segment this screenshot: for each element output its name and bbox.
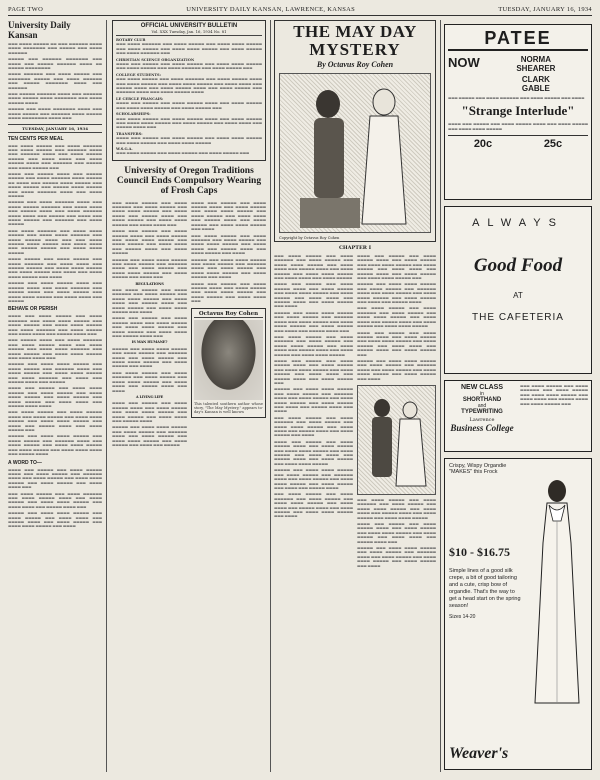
serial-illustration-figures: [280, 74, 432, 232]
theater-name: PATEE: [448, 28, 588, 51]
star-name: GABLE: [521, 84, 550, 93]
running-header: [8, 4, 592, 16]
star-name: CLARK: [521, 75, 550, 84]
dress-illustration: [529, 473, 585, 723]
editorial-body: ▬▬▬▬ ▬▬▬ ▬▬▬▬ ▬▬▬▬▬ ▬▬▬ ▬▬▬▬ ▬▬▬▬▬▬ ▬▬▬ ▬▬▬▬ ▬▬▬▬ ▬▬▬▬▬ ▬▬▬ ▬▬▬▬ ▬▬▬▬▬ ▬▬▬ ▬▬▬▬ ▬▬▬▬ ▬▬▬▬▬ ▬▬▬ ▬▬▬▬ ▬▬▬▬▬▬ ▬▬▬ ▬▬▬▬ ▬▬▬▬▬ ▬▬▬ ▬▬▬▬ ▬▬▬▬ ▬▬▬ ▬▬▬▬▬ ▬▬▬▬ ▬▬▬ ▬▬▬ ▬▬▬▬▬ ▬▬▬▬ ▬▬▬ ▬▬▬▬ ▬▬▬▬▬▬ ▬▬▬ ▬▬▬▬ ▬▬▬▬▬ ▬▬▬▬ ▬▬▬ ▬▬▬▬ ▬▬▬▬▬ ▬▬▬ ▬▬▬▬ ▬▬▬▬ ▬▬▬▬▬▬ ▬▬▬ ▬▬▬▬ ▬▬▬▬▬ ▬▬▬ ▬▬▬▬ ▬▬▬▬ ▬▬▬▬▬ ▬▬▬ ▬▬▬▬ ▬▬▬▬ ▬▬▬ ▬▬▬▬▬ ▬▬▬ ▬▬▬▬ ▬▬▬▬ ▬▬▬▬▬ ▬▬▬ ▬▬▬▬ ▬▬▬▬▬ ▬▬▬ ▬▬▬▬▬▬ ▬▬▬▬ ▬▬▬ ▬▬▬▬ ▬▬▬▬▬ ▬▬▬ ▬▬▬▬ ▬▬▬▬ ▬▬▬▬▬ ▬▬▬ ▬▬▬▬ ▬▬▬▬▬▬ ▬▬▬ ▬▬▬▬ ▬▬▬ ▬▬▬▬▬ ▬▬▬▬ ▬▬▬ ▬▬▬▬▬ ▬▬▬▬ ▬▬▬ ▬▬▬▬▬ ▬▬▬ ▬▬▬▬ ▬▬▬▬ ▬▬▬▬▬ ▬▬▬ ▬▬▬▬ ▬▬▬▬▬ ▬▬▬ ▬▬▬▬ ▬▬▬▬ ▬▬▬▬▬ ▬▬▬ ▬▬▬▬ ▬▬▬▬▬ ▬▬▬ ▬▬▬▬ ▬▬▬▬▬ ▬▬▬ ▬▬▬▬ ▬▬▬▬ ▬▬▬ ▬▬▬▬▬ ▬▬▬▬ ▬▬▬▬ ▬▬▬ ▬▬▬▬ ▬▬▬▬▬ ▬▬▬ ▬▬▬▬ ▬▬▬▬▬ ▬▬▬▬ ▬▬▬ ▬▬▬▬ ▬▬▬▬▬ ▬▬▬ ▬▬▬▬ ▬▬▬▬ ▬▬▬▬▬ ▬▬▬ ▬▬▬▬ ▬▬▬▬ ▬▬▬▬▬ ▬▬▬ ▬▬▬▬ ▬▬▬ ▬▬▬▬▬ ▬▬▬▬ ▬▬▬ ▬▬▬▬ ▬▬▬▬▬ ▬▬▬ ▬▬▬▬▬ ▬▬▬ ▬▬▬▬ ▬▬▬▬ ▬▬▬▬▬ ▬▬▬ ▬▬▬▬ ▬▬▬▬▬ ▬▬▬ ▬▬▬▬▬▬ ▬▬▬▬ ▬▬▬ ▬▬▬▬ ▬▬▬▬▬ ▬▬▬ ▬▬▬▬ ▬▬▬▬ ▬▬▬▬▬ ▬▬▬ ▬▬▬▬ ▬▬▬▬▬ ▬▬▬ ▬▬▬▬ ▬▬▬▬ ▬▬▬▬ ▬▬▬ ▬▬▬▬▬ ▬▬▬▬: [8, 314, 102, 457]
college-line2: in: [480, 391, 484, 397]
editorial-heading: TEN CENTS PER MEAL: [8, 135, 64, 142]
editorial-column: [8, 20, 102, 772]
bulletin-item-heading: CHRISTIAN SCIENCE ORGANIZATION: [116, 57, 195, 62]
masthead-date: TUESDAY, JANUARY 16, 1934: [8, 124, 102, 133]
column-rule: [106, 20, 107, 772]
page-number: PAGE TWO: [8, 6, 44, 13]
news-column: [112, 20, 266, 772]
weavers-logo: Weaver's: [449, 745, 509, 762]
story-subhead: A LIVING LIFE: [135, 394, 164, 399]
official-bulletin: OFFICIAL UNIVERSITY BULLETIN Vol. XXX Tuesday, Jan. 16, 1934 No. 81 ROTARY CLUB ▬▬▬ ▬▬▬▬ ▬▬▬▬▬▬ ▬▬▬ ▬▬▬▬ ▬▬▬▬▬ ▬▬▬ ▬▬▬▬ ▬▬▬▬ ▬▬▬▬▬ ▬▬▬ ▬▬▬▬ ▬▬▬▬▬ ▬▬▬ ▬▬▬▬ ▬▬▬▬ ▬▬▬▬▬ ▬▬▬ ▬▬▬▬ ▬▬▬▬▬ ▬▬▬ ▬▬▬▬ ▬▬▬▬▬▬ ▬▬▬ CHRISTIAN SCIENCE ORGANIZATION ▬▬▬▬ ▬▬▬ ▬▬▬▬▬ ▬▬▬ ▬▬▬▬ ▬▬▬▬▬ ▬▬▬ ▬▬▬▬ ▬▬▬▬ ▬▬▬▬▬ ▬▬▬ ▬▬▬▬ ▬▬▬▬▬ ▬▬▬ ▬▬▬▬ ▬▬▬▬▬▬ ▬▬▬ ▬▬▬▬ ▬▬▬▬▬ ▬▬▬ COLLEGE STUDENTS: ▬▬▬ ▬▬▬▬ ▬▬▬▬▬ ▬▬▬ ▬▬▬▬ ▬▬▬▬▬▬ ▬▬▬ ▬▬▬▬ ▬▬▬▬▬ ▬▬▬▬ ▬▬▬ ▬▬▬▬ ▬▬▬▬▬ ▬▬▬ ▬▬▬▬ ▬▬▬▬ ▬▬▬▬▬ ▬▬▬ ▬▬▬▬ ▬▬▬▬ ▬▬▬ ▬▬▬▬▬ ▬▬▬▬ ▬▬▬ ▬▬▬▬ ▬▬▬▬▬ ▬▬▬▬ ▬▬▬ ▬▬▬▬ ▬▬▬▬▬ ▬▬▬ ▬▬▬▬▬▬ ▬▬▬▬ ▬▬▬ ▬▬▬▬ ▬▬▬▬▬ ▬▬▬▬ LE CERCLE FRANCAIS: ▬▬▬▬ ▬▬▬ ▬▬▬▬▬ ▬▬▬ ▬▬▬▬ ▬▬▬▬▬ ▬▬▬▬ ▬▬▬ ▬▬▬▬ ▬▬▬▬▬ ▬▬▬ ▬▬▬▬ ▬▬▬▬ ▬▬▬▬▬ ▬▬▬ ▬▬▬▬ ▬▬▬▬▬ ▬▬▬ SCHOLARSHIPS: ▬▬▬ ▬▬▬▬ ▬▬▬▬▬ ▬▬▬ ▬▬▬▬ ▬▬▬▬▬ ▬▬▬▬ ▬▬▬ ▬▬▬▬ ▬▬▬▬▬ ▬▬▬ ▬▬▬▬ ▬▬▬▬ ▬▬▬▬▬ ▬▬▬ ▬▬▬▬ ▬▬▬▬▬ ▬▬▬ ▬▬▬▬ ▬▬▬▬ ▬▬▬ ▬▬▬▬▬ ▬▬▬▬ ▬▬▬ TRANSFERS: ▬▬▬▬ ▬▬▬ ▬▬▬▬▬ ▬▬▬ ▬▬▬▬ ▬▬▬▬▬ ▬▬▬ ▬▬▬▬ ▬▬▬▬ ▬▬▬▬▬ ▬▬▬ ▬▬▬▬ ▬▬▬▬▬ ▬▬▬ ▬▬▬▬ ▬▬▬▬ ▬▬▬▬▬ W.S.G.A. ▬▬▬ ▬▬▬▬ ▬▬▬▬▬ ▬▬▬ ▬▬▬▬ ▬▬▬▬▬ ▬▬▬ ▬▬▬▬ ▬▬▬▬▬ ▬▬▬: [112, 20, 266, 161]
bulletin-item-heading: LE CERCLE FRANCAIS:: [116, 96, 164, 101]
star-name: SHEARER: [516, 64, 556, 73]
weavers-sizes: Sizes 14-20: [449, 614, 476, 620]
weavers-price: $10 - $16.75: [449, 545, 510, 559]
serial-text: ▬▬▬ ▬▬▬▬ ▬▬▬▬▬ ▬▬▬ ▬▬▬▬ ▬▬▬▬▬▬ ▬▬▬ ▬▬▬▬ ▬▬▬▬▬ ▬▬▬ ▬▬▬▬ ▬▬▬▬ ▬▬▬▬▬ ▬▬▬ ▬▬▬▬ ▬▬▬▬ ▬▬▬ ▬▬▬▬▬ ▬▬▬▬ ▬▬▬ ▬▬▬▬ ▬▬▬▬▬ ▬▬▬ ▬▬▬▬ ▬▬▬▬ ▬▬▬▬▬ ▬▬▬ ▬▬▬▬ ▬▬▬▬ ▬▬▬ ▬▬▬▬ ▬▬▬▬▬ ▬▬▬▬ ▬▬▬ ▬▬▬▬▬ ▬▬▬ ▬▬▬▬ ▬▬▬▬▬ ▬▬▬▬ ▬▬▬ ▬▬▬▬ ▬▬▬▬▬ ▬▬▬ ▬▬▬▬ ▬▬▬▬ ▬▬▬▬▬ ▬▬▬ ▬▬▬▬ ▬▬▬▬▬ ▬▬▬ ▬▬▬▬ ▬▬▬▬ ▬▬▬ ▬▬▬▬▬ ▬▬▬▬ ▬▬▬ ▬▬▬▬ ▬▬▬▬▬ ▬▬▬ ▬▬▬▬ ▬▬▬▬▬ ▬▬▬ ▬▬▬▬ ▬▬▬▬ ▬▬▬▬▬ ▬▬▬ ▬▬▬▬ ▬▬▬▬▬ ▬▬▬ ▬▬▬▬▬▬ ▬▬▬▬ ▬▬▬ ▬▬▬▬ ▬▬▬▬▬ ▬▬▬ ▬▬▬▬ ▬▬▬▬ ▬▬▬▬▬ ▬▬▬ ▬▬▬▬ ▬▬▬▬▬ ▬▬▬ ▬▬▬▬ ▬▬▬ ▬▬▬▬▬ ▬▬▬▬ ▬▬▬ ▬▬▬ ▬▬▬▬ ▬▬▬▬▬ ▬▬▬ ▬▬▬▬ ▬▬▬▬▬▬ ▬▬▬ ▬▬▬▬ ▬▬▬▬▬ ▬▬▬ ▬▬▬▬ ▬▬▬▬ ▬▬▬▬▬ ▬▬▬ ▬▬▬▬ ▬▬▬▬ ▬▬▬ ▬▬▬▬▬ ▬▬▬▬ ▬▬▬ ▬▬▬▬ ▬▬▬▬▬ ▬▬▬ ▬▬▬▬ ▬▬▬▬ ▬▬▬▬▬ ▬▬▬▬ ▬▬▬ ▬▬▬▬▬ ▬▬▬ ▬▬▬▬ ▬▬▬▬▬ ▬▬▬▬ ▬▬▬ ▬▬▬▬ ▬▬▬▬▬ ▬▬▬ ▬▬▬▬ ▬▬▬▬ ▬▬▬▬▬ ▬▬▬ ▬▬▬▬ ▬▬▬▬▬ ▬▬▬ ▬▬▬▬ ▬▬▬▬ ▬▬▬ ▬▬▬▬▬ ▬▬▬▬ ▬▬▬ ▬▬▬▬ ▬▬▬▬▬ ▬▬▬ ▬▬▬▬▬ ▬▬▬ ▬▬▬▬ ▬▬▬▬ ▬▬▬▬▬ ▬▬▬ ▬▬▬▬ ▬▬▬▬▬ ▬▬▬ ▬▬▬▬▬▬ ▬▬▬▬ ▬▬▬ ▬▬▬▬ ▬▬▬▬▬ ▬▬▬ ▬▬▬▬ ▬▬▬▬ ▬▬▬▬▬ ▬▬▬ ▬▬▬▬ ▬▬▬▬▬ ▬▬▬ ▬▬▬▬ ▬▬▬ ▬▬▬▬▬ ▬▬▬▬ ▬▬▬ ▬▬▬▬ ▬▬▬ ▬▬▬▬ ▬▬▬▬▬ ▬▬▬ ▬▬▬▬ ▬▬▬▬▬▬ ▬▬▬ ▬▬▬▬ ▬▬▬▬▬ ▬▬▬ ▬▬▬▬ ▬▬▬▬ ▬▬▬▬▬ ▬▬▬ ▬▬▬▬ ▬▬▬▬ ▬▬▬ ▬▬▬▬▬ ▬▬▬▬ ▬▬▬ ▬▬▬▬ ▬▬▬▬▬ ▬▬▬ ▬▬▬▬ ▬▬▬▬ ▬▬▬ ▬▬▬▬▬ ▬▬▬ ▬▬▬▬ ▬▬▬▬▬ ▬▬▬▬ ▬▬▬ ▬▬▬▬ ▬▬▬▬▬ ▬▬▬ ▬▬▬▬ ▬▬▬▬ ▬▬▬▬▬ ▬▬▬ ▬▬▬▬ ▬▬▬▬▬ ▬▬▬ ▬▬▬▬ ▬▬▬▬ ▬▬▬ ▬▬▬▬▬ ▬▬▬▬ ▬▬▬ ▬▬▬▬ ▬▬▬▬▬ ▬▬▬ ▬▬▬▬ ▬▬▬▬ ▬▬▬▬▬ ▬▬▬▬▬ ▬▬▬ ▬▬▬▬ ▬▬▬▬ ▬▬▬▬▬ ▬▬▬ ▬▬▬▬ ▬▬▬▬▬ ▬▬▬ ▬▬▬▬▬▬ ▬▬▬▬ ▬▬▬ ▬▬▬▬ ▬▬▬▬▬ ▬▬▬ ▬▬▬▬ ▬▬▬▬ ▬▬▬▬▬ ▬▬▬ ▬▬▬▬ ▬▬▬▬▬ ▬▬▬ ▬▬▬▬ ▬▬▬ ▬▬▬▬▬ ▬▬▬▬ ▬▬▬ ▬▬▬▬ ▬▬▬▬▬ ▬▬▬ ▬▬▬▬ ▬▬▬▬▬▬ ▬▬▬ ▬▬▬▬ ▬▬▬▬▬ ▬▬▬ ▬▬▬▬ ▬▬▬▬ ▬▬▬▬▬ ▬▬▬ ▬▬▬▬ ▬▬▬▬ ▬▬▬ ▬▬▬▬▬ ▬▬▬▬ ▬▬▬ ▬▬▬▬ ▬▬▬▬▬ ▬▬▬ ▬▬▬▬ ▬▬▬▬ ▬▬▬▬▬ ▬▬▬ ▬▬▬▬ ▬▬▬▬ ▬▬▬ ▬▬▬▬▬ ▬▬▬ ▬▬▬▬ ▬▬▬▬▬ ▬▬▬▬ ▬▬▬ ▬▬▬▬ ▬▬▬▬▬ ▬▬▬ ▬▬▬▬ ▬▬▬▬ ▬▬▬▬▬ ▬▬▬ ▬▬▬▬ ▬▬▬▬▬ ▬▬▬ ▬▬▬▬ ▬▬▬▬ ▬▬▬ ▬▬▬▬▬ ▬▬▬▬ ▬▬▬ ▬▬▬▬ ▬▬▬▬▬ ▬▬▬ ▬▬▬▬ ▬▬▬▬ ▬▬▬▬▬ ▬▬▬ ▬▬▬▬▬ ▬▬▬ ▬▬▬▬ ▬▬▬▬ ▬▬▬▬▬ ▬▬▬ ▬▬▬▬ ▬▬▬▬▬ ▬▬▬ ▬▬▬▬▬▬ ▬▬▬▬ ▬▬▬ ▬▬▬▬ ▬▬▬▬▬ ▬▬▬ ▬▬▬▬ ▬▬▬▬ ▬▬▬▬▬ ▬▬▬ ▬▬▬▬ ▬▬▬▬▬ ▬▬▬ ▬▬▬▬ ▬▬▬ ▬▬▬▬▬ ▬▬▬▬ ▬▬▬ ▬▬▬▬ ▬▬▬▬▬ ▬▬▬ ▬▬▬▬ ▬▬▬▬▬▬ ▬▬▬ ▬▬▬▬ ▬▬▬▬▬ ▬▬▬ ▬▬▬▬ ▬▬▬▬ ▬▬▬▬▬ ▬▬▬ ▬▬▬▬ ▬▬▬▬ ▬▬▬ ▬▬▬▬▬ ▬▬▬▬ ▬▬▬ ▬▬▬▬ ▬▬▬▬▬ ▬▬▬ ▬▬▬▬ ▬▬▬▬ ▬▬▬▬▬ ▬▬▬▬ ▬▬▬ ▬▬▬▬▬ ▬▬▬ ▬▬▬▬ ▬▬▬▬▬ ▬▬▬▬ ▬▬▬ ▬▬▬▬ ▬▬▬▬▬ ▬▬▬ ▬▬▬▬ ▬▬▬▬ ▬▬▬▬▬ ▬▬▬ ▬▬▬▬ ▬▬▬▬▬ ▬▬▬ ▬▬▬▬ ▬▬▬▬ ▬▬▬ ▬▬▬▬▬ ▬▬▬▬ ▬▬▬ ▬▬▬▬ ▬▬▬▬▬ ▬▬▬ ▬▬▬▬▬ ▬▬▬ ▬▬▬▬ ▬▬▬▬ ▬▬▬▬▬ ▬▬▬ ▬▬▬▬ ▬▬▬▬▬ ▬▬▬ ▬▬▬▬▬▬ ▬▬▬▬ ▬▬▬ ▬▬▬▬ ▬▬▬▬▬ ▬▬▬ ▬▬▬▬ ▬▬▬▬ ▬▬▬▬▬ ▬▬▬ ▬▬▬▬ ▬▬▬▬▬ ▬▬▬ ▬▬▬▬ ▬▬▬ ▬▬▬▬ ▬▬▬▬▬ ▬▬▬ ▬▬▬▬ ▬▬▬▬▬▬ ▬▬▬ ▬▬▬▬ ▬▬▬▬▬ ▬▬▬ ▬▬▬▬ ▬▬▬▬ ▬▬▬▬▬ ▬▬▬ ▬▬▬▬ ▬▬▬▬ ▬▬▬ ▬▬▬▬▬ ▬▬▬▬ ▬▬▬ ▬▬▬▬ ▬▬▬▬▬ ▬▬▬ ▬▬▬▬ ▬▬▬▬ ▬▬▬▬▬ ▬▬▬▬ ▬▬▬ ▬▬▬▬▬ ▬▬▬ ▬▬▬▬ ▬▬▬▬▬ ▬▬▬▬ ▬▬▬ ▬▬▬▬ ▬▬▬▬▬ ▬▬▬ ▬▬▬▬ ▬▬▬▬ ▬▬▬▬▬ ▬▬▬ ▬▬▬▬ ▬▬▬▬▬ ▬▬▬ ▬▬▬▬ ▬▬▬▬ ▬▬▬ ▬▬▬▬▬ ▬▬▬▬ ▬▬▬ ▬▬▬▬▬ ▬▬▬ ▬▬▬▬ ▬▬▬▬ ▬▬▬▬▬ ▬▬▬ ▬▬▬▬ ▬▬▬▬▬ ▬▬▬ ▬▬▬▬▬▬ ▬▬▬▬ ▬▬▬ ▬▬▬▬ ▬▬▬▬▬ ▬▬▬ ▬▬▬▬ ▬▬▬▬ ▬▬▬▬▬ ▬▬▬ ▬▬▬▬ ▬▬▬▬▬ ▬▬▬ ▬▬▬▬: [274, 254, 436, 568]
bulletin-item-heading: SCHOLARSHIPS:: [116, 112, 151, 117]
author-portrait: [194, 320, 263, 400]
college-name: Business College: [450, 423, 514, 433]
serial-title-line2: MYSTERY: [309, 39, 401, 59]
story-body: ▬▬▬ ▬▬▬▬ ▬▬▬▬▬ ▬▬▬ ▬▬▬▬ ▬▬▬▬▬▬ ▬▬▬ ▬▬▬▬ ▬▬▬▬▬ ▬▬▬ ▬▬▬▬ ▬▬▬▬ ▬▬▬▬▬ ▬▬▬ ▬▬▬▬ ▬▬▬▬ ▬▬▬ ▬▬▬▬▬ ▬▬▬▬ ▬▬▬ ▬▬▬▬ ▬▬▬▬▬ ▬▬▬ ▬▬▬▬ ▬▬▬▬ ▬▬▬▬▬ ▬▬▬ ▬▬▬▬ ▬▬▬▬ ▬▬▬ ▬▬▬▬ ▬▬▬ ▬▬▬▬▬ ▬▬▬ ▬▬▬▬ ▬▬▬▬▬ ▬▬▬▬ ▬▬▬ ▬▬▬▬ ▬▬▬▬▬ ▬▬▬ ▬▬▬▬ ▬▬▬▬ ▬▬▬▬▬ ▬▬▬ ▬▬▬▬ ▬▬▬▬▬ ▬▬▬ ▬▬▬▬ ▬▬▬▬ ▬▬▬ ▬▬▬▬▬ ▬▬▬▬ ▬▬▬ ▬▬▬▬ ▬▬▬▬▬ ▬▬▬▬▬ ▬▬▬ ▬▬▬▬ ▬▬▬▬ ▬▬▬▬▬ ▬▬▬ ▬▬▬▬ ▬▬▬▬▬ ▬▬▬ ▬▬▬▬▬▬ ▬▬▬▬ ▬▬▬ ▬▬▬▬ ▬▬▬▬▬ ▬▬▬ ▬▬▬▬ ▬▬▬▬ ▬▬▬▬▬ ▬▬▬ ▬▬▬▬ ▬▬▬▬▬ ▬▬▬ ▬▬▬▬ ▬▬▬ REGULATIONS ▬▬▬ ▬▬▬▬ ▬▬▬▬▬ ▬▬▬ ▬▬▬▬ ▬▬▬▬▬▬ ▬▬▬ ▬▬▬▬ ▬▬▬▬▬ ▬▬▬ ▬▬▬▬ ▬▬▬▬ ▬▬▬▬▬ ▬▬▬ ▬▬▬▬ ▬▬▬▬ ▬▬▬ ▬▬▬▬▬ ▬▬▬▬ ▬▬▬ ▬▬▬▬ ▬▬▬▬▬ ▬▬▬ ▬▬▬▬ ▬▬▬▬ ▬▬▬▬▬ ▬▬▬ ▬▬▬▬ ▬▬▬▬ ▬▬▬ ▬▬▬▬▬ ▬▬▬ ▬▬▬▬ ▬▬▬▬▬ ▬▬▬▬ ▬▬▬ ▬▬▬▬ ▬▬▬▬▬ ▬▬▬ ▬▬▬▬ ▬▬▬▬ ▬▬▬▬▬ ▬▬▬ ▬▬▬▬ ▬▬▬▬▬ ▬▬▬ ▬▬▬▬ ▬▬▬▬ ▬▬▬ ▬▬▬▬▬ ▬▬▬▬ ▬▬▬ IS MAN HUMANE? ▬▬▬▬▬ ▬▬▬ ▬▬▬▬ ▬▬▬▬ ▬▬▬▬▬ ▬▬▬ ▬▬▬▬ ▬▬▬▬▬ ▬▬▬ ▬▬▬▬▬▬ ▬▬▬▬ ▬▬▬ ▬▬▬▬ ▬▬▬▬▬ ▬▬▬ ▬▬▬▬ ▬▬▬▬ ▬▬▬▬▬ ▬▬▬ ▬▬▬▬ ▬▬▬▬▬ ▬▬▬ ▬▬▬▬ ▬▬▬ ▬▬▬▬ ▬▬▬▬▬ ▬▬▬ ▬▬▬▬ ▬▬▬▬▬▬ ▬▬▬ ▬▬▬▬ ▬▬▬▬▬ ▬▬▬ ▬▬▬▬ ▬▬▬▬ ▬▬▬▬▬ ▬▬▬ ▬▬▬▬ ▬▬▬▬ ▬▬▬ ▬▬▬▬▬ ▬▬▬▬ ▬▬▬ ▬▬▬▬ A LIVING LIFE ▬▬▬▬ ▬▬▬ ▬▬▬▬▬ ▬▬▬ ▬▬▬▬ ▬▬▬▬▬ ▬▬▬▬ ▬▬▬ ▬▬▬▬ ▬▬▬▬▬ ▬▬▬ ▬▬▬▬ ▬▬▬▬ ▬▬▬▬▬ ▬▬▬ ▬▬▬▬ ▬▬▬▬▬ ▬▬▬ ▬▬▬▬ ▬▬▬▬ ▬▬▬ ▬▬▬▬▬ ▬▬▬▬ ▬▬▬▬▬ ▬▬▬ ▬▬▬▬ ▬▬▬▬ ▬▬▬▬▬ ▬▬▬ ▬▬▬▬ ▬▬▬▬▬ ▬▬▬ ▬▬▬▬▬▬ ▬▬▬▬ ▬▬▬ ▬▬▬▬ ▬▬▬▬▬ ▬▬▬ ▬▬▬▬ ▬▬▬▬ ▬▬▬▬▬ ▬▬▬ ▬▬▬▬ ▬▬▬▬▬ ▬▬▬ ▬▬▬▬ ▬▬▬ ▬▬▬▬▬ ▬▬▬▬ ▬▬▬ ▬▬▬▬▬ ▬▬▬ ▬▬▬▬ ▬▬▬▬▬ ▬▬▬▬ ▬▬▬ ▬▬▬▬ ▬▬▬▬▬ ▬▬▬ ▬▬▬▬ ▬▬▬▬ ▬▬▬▬▬ ▬▬▬ ▬▬▬▬ ▬▬▬▬▬ ▬▬▬ ▬▬▬▬ ▬▬▬▬ ▬▬▬ ▬▬▬▬▬ ▬▬▬▬ ▬▬▬ ▬▬▬▬ ▬▬▬▬▬ ▬▬▬ ▬▬▬▬ ▬▬▬▬ ▬▬▬▬▬ ▬▬▬ ▬▬▬▬ ▬▬▬ ▬▬▬▬ ▬▬▬▬▬ ▬▬▬ ▬▬▬▬ ▬▬▬▬▬▬ ▬▬▬ ▬▬▬▬ ▬▬▬▬▬ ▬▬▬ ▬▬▬▬ ▬▬▬▬ ▬▬▬▬▬ ▬▬▬ ▬▬▬▬ ▬▬▬▬ ▬▬▬ ▬▬▬▬▬ ▬▬▬▬ ▬▬▬ ▬▬▬▬ ▬▬▬▬▬ ▬▬▬ ▬▬▬▬ ▬▬▬▬▬ ▬▬▬ ▬▬▬▬ ▬▬▬▬ ▬▬▬▬▬ ▬▬▬ ▬▬▬▬ ▬▬▬▬▬ ▬▬▬ ▬▬▬▬▬▬ ▬▬▬▬ ▬▬▬ ▬▬▬▬ ▬▬▬▬▬ ▬▬▬ ▬▬▬▬ ▬▬▬▬ ▬▬▬▬▬ ▬▬▬ ▬▬▬▬ ▬▬▬▬▬ ▬▬▬ ▬▬▬▬ ▬▬▬▬ ▬▬▬ ▬▬▬▬▬ ▬▬▬ ▬▬▬▬ ▬▬▬▬▬ ▬▬▬▬ ▬▬▬ ▬▬▬▬ ▬▬▬▬▬ ▬▬▬ ▬▬▬▬ ▬▬▬▬ ▬▬▬▬▬ ▬▬▬ ▬▬▬▬ ▬▬▬▬▬ ▬▬▬ ▬▬▬▬ ▬▬▬▬ ▬▬▬ Octavus Roy Cohen This talented southern author whose story, "The May Mystery," appears to-day's Kansan is well known: [112, 200, 266, 447]
weavers-tagline: Crispy, Wispy Organdie "MAKES" this Frock: [449, 463, 507, 475]
serial-byline: By Octavus Roy Cohen: [316, 59, 394, 69]
serial-chapter: CHAPTER I: [338, 245, 372, 251]
issue-date: TUESDAY, JANUARY 16, 1934: [498, 6, 592, 13]
star-name: NORMA: [520, 55, 551, 64]
editorial-heading: BEHAVE OR PERISH: [8, 306, 58, 313]
college-line6: Lawrence: [469, 417, 495, 423]
serial-copyright: Copyright by Octavus Roy Cohen: [279, 236, 340, 240]
bulletin-title: OFFICIAL UNIVERSITY BULLETIN: [140, 23, 238, 29]
evening-price: 25c: [543, 138, 563, 151]
cafeteria-line4: THE CAFETERIA: [472, 312, 564, 323]
serial-scene-illustration: [357, 385, 436, 495]
editorial-body: ▬▬▬ ▬▬▬▬ ▬▬▬▬▬ ▬▬▬ ▬▬▬▬ ▬▬▬▬▬▬ ▬▬▬ ▬▬▬▬ ▬▬▬▬▬ ▬▬▬ ▬▬▬▬▬▬ ▬▬▬▬ ▬▬▬ ▬▬▬▬▬▬ ▬▬▬▬ ▬▬▬ ▬▬▬▬ ▬▬▬▬▬ ▬▬▬▬▬ ▬▬▬ ▬▬▬▬ ▬▬▬▬ ▬▬▬ ▬▬▬▬ ▬▬▬▬▬ ▬▬▬▬ ▬▬▬ ▬▬▬▬▬▬ ▬▬▬ ▬▬▬▬▬ ▬▬▬ ▬▬▬▬ ▬▬▬▬▬ ▬▬▬ ▬▬▬▬ ▬▬▬ ▬▬▬▬▬ ▬▬▬▬ ▬▬▬ ▬▬▬▬▬ ▬▬▬▬▬ ▬▬▬ ▬▬▬▬ ▬▬▬▬▬▬ ▬▬▬▬ ▬▬▬▬▬ ▬▬ ▬▬▬▬ ▬▬▬ ▬▬▬▬▬ ▬▬▬▬ ▬▬▬▬▬ ▬▬▬ ▬▬▬▬ ▬▬▬▬▬ ▬▬▬ ▬▬▬▬▬ ▬▬▬▬ ▬▬▬▬▬ ▬▬▬ ▬▬▬▬ ▬▬▬▬▬▬ ▬▬▬▬ ▬▬▬ ▬▬▬▬ ▬▬▬▬▬ ▬▬▬▬▬ ▬▬▬ ▬▬▬▬ ▬▬▬▬▬▬ ▬▬▬▬ ▬▬▬ ▬▬▬▬ ▬▬▬▬▬ ▬▬▬▬▬▬ ▬▬▬ ▬▬▬▬ ▬▬▬▬ ▬▬▬ ▬▬▬▬▬ ▬▬▬▬ ▬▬▬ ▬▬▬▬ ▬▬▬▬▬▬ ▬▬▬▬ ▬▬▬▬ ▬▬▬ ▬▬▬▬▬ ▬▬▬ ▬▬▬▬ ▬▬▬ ▬▬▬▬ ▬▬▬▬▬ ▬▬▬ ▬▬▬▬▬▬ ▬▬▬ ▬▬▬▬ ▬▬▬▬▬ ▬▬▬ ▬▬▬▬ ▬▬▬▬▬▬ ▬▬▬ ▬▬▬▬ ▬▬▬▬ ▬▬▬▬▬ ▬▬▬ ▬▬▬▬ ▬▬▬▬ ▬▬▬▬▬▬ ▬▬▬ ▬▬▬▬ ▬▬▬▬▬ ▬▬▬▬ ▬▬▬ ▬▬▬ ▬▬▬▬ ▬▬▬▬▬ ▬▬▬▬ ▬▬▬▬▬ ▬▬▬ ▬▬▬▬ ▬▬▬▬ ▬▬▬ ▬▬▬▬▬ ▬▬▬▬▬ ▬▬▬ ▬▬▬▬ ▬▬▬▬ ▬▬▬▬▬ ▬▬▬▬ ▬▬▬▬▬ ▬▬▬ ▬▬▬▬ ▬▬▬▬▬ ▬▬▬ ▬▬▬▬ ▬▬▬▬▬▬ ▬▬▬ ▬▬▬▬ ▬▬▬▬ ▬▬▬ ▬▬▬▬▬ ▬▬▬▬▬ ▬▬▬ ▬▬▬▬ ▬▬▬▬ ▬▬▬▬▬ ▬▬▬ ▬▬▬▬ ▬▬▬▬▬ ▬▬▬ ▬▬▬▬ ▬▬▬ ▬▬▬▬ ▬▬▬▬ ▬▬▬▬▬ ▬▬▬ ▬▬▬▬ ▬▬▬▬▬ ▬▬▬ ▬▬▬▬ ▬▬▬▬▬ ▬▬▬▬ ▬▬▬ ▬▬▬▬▬ ▬▬▬▬ ▬▬▬ ▬▬▬▬ ▬▬▬▬▬▬ ▬▬▬ ▬▬▬▬▬ ▬▬▬▬ ▬▬▬ ▬▬▬▬ ▬▬▬▬▬ ▬▬▬ ▬▬▬▬ ▬▬▬▬ ▬▬▬▬▬ ▬▬▬ ▬▬▬▬ ▬▬▬▬ ▬▬▬ ▬▬▬▬▬: [8, 143, 102, 303]
author-name: Octavus Roy Cohen: [194, 311, 263, 318]
college-line4: and: [477, 403, 487, 409]
matinee-price: 20c: [473, 138, 493, 151]
bulletin-item-heading: TRANSFERS:: [116, 131, 143, 136]
cafeteria-line2: Good Food: [473, 255, 563, 276]
now-label: NOW: [448, 55, 480, 70]
cafeteria-ad: [444, 206, 592, 374]
editorial-body: ▬▬▬▬ ▬▬▬ ▬▬▬▬▬ ▬▬▬ ▬▬▬▬ ▬▬▬▬▬ ▬▬▬▬ ▬▬▬ ▬▬▬▬ ▬▬▬▬▬ ▬▬▬ ▬▬▬▬▬▬ ▬▬▬▬ ▬▬▬ ▬▬▬▬ ▬▬▬▬▬ ▬▬▬ ▬▬▬▬ ▬▬▬▬ ▬▬▬▬▬ ▬▬▬ ▬▬▬▬ ▬▬▬▬▬ ▬▬▬ ▬▬▬▬ ▬▬▬▬ ▬▬▬ ▬▬▬ ▬▬▬▬ ▬▬▬▬▬ ▬▬▬ ▬▬▬▬ ▬▬▬▬▬▬ ▬▬▬ ▬▬▬▬ ▬▬▬▬▬ ▬▬▬▬ ▬▬▬ ▬▬▬▬ ▬▬▬▬▬ ▬▬▬ ▬▬▬▬ ▬▬▬▬ ▬▬▬▬▬ ▬▬▬ ▬▬▬▬ ▬▬▬▬ ▬▬▬ ▬▬▬▬▬ ▬▬▬▬ ▬▬▬ ▬▬▬▬▬ ▬▬▬ ▬▬▬▬ ▬▬▬▬ ▬▬▬▬▬ ▬▬▬ ▬▬▬▬ ▬▬▬▬▬ ▬▬▬ ▬▬▬▬ ▬▬▬▬ ▬▬▬ ▬▬▬▬▬ ▬▬▬▬ ▬▬▬ ▬▬▬▬ ▬▬▬▬▬ ▬▬▬ ▬▬▬▬ ▬▬▬▬ ▬▬▬▬▬ ▬▬▬ ▬▬▬▬: [8, 467, 102, 529]
serial-title-line1: THE MAY DAY: [293, 22, 417, 41]
weavers-ad: [444, 458, 592, 770]
bulletin-item-heading: W.S.G.A.: [116, 146, 133, 151]
patee-theater-ad: PATEE NOW NORMA SHEARER CLARK GABLE ▬▬▬ ▬▬▬▬▬ ▬▬▬ ▬▬▬▬ ▬▬▬▬▬▬ ▬▬▬ ▬▬▬▬ ▬▬▬▬▬ ▬▬▬ ▬▬▬▬ "Strange Interlude" ▬▬▬▬ ▬▬▬ ▬▬▬▬▬ ▬▬▬ ▬▬▬▬ ▬▬▬▬▬ ▬▬▬▬ ▬▬▬ ▬▬▬▬ ▬▬▬▬▬ ▬▬▬ ▬▬▬▬ ▬▬▬▬ ▬▬▬▬▬ 20c 25c: [444, 24, 592, 200]
bulletin-item-heading: ROTARY CLUB: [116, 38, 146, 42]
story-subhead: IS MAN HUMANE?: [131, 340, 168, 345]
college-line5: TYPEWRITING: [461, 409, 503, 415]
story-headline: University of Oregon Traditions Council Ends Compulsory Wearing of Frosh Caps: [116, 165, 262, 196]
story-subhead: REGULATIONS: [135, 281, 164, 286]
masthead-title: University Daily Kansan: [8, 20, 71, 40]
college-line1: NEW CLASS: [461, 384, 503, 391]
bulletin-item-heading: COLLEGE STUDENTS:: [116, 72, 161, 77]
scene-figures: [358, 386, 434, 494]
cafeteria-line1: ALWAYS: [472, 217, 564, 229]
business-college-ad: NEW CLASS in SHORTHAND and TYPEWRITING Lawrence Business College ▬▬▬ ▬▬▬▬ ▬▬▬▬▬ ▬▬▬ ▬▬▬▬ ▬▬▬▬▬▬ ▬▬▬ ▬▬▬▬ ▬▬▬▬▬ ▬▬▬ ▬▬▬▬ ▬▬▬▬ ▬▬▬▬▬ ▬▬▬ ▬▬▬▬ ▬▬▬▬ ▬▬▬ ▬▬▬▬▬ ▬▬▬▬ ▬▬▬ ▬▬▬▬ ▬▬▬▬▬ ▬▬▬: [444, 380, 592, 452]
paper-title: UNIVERSITY DAILY KANSAN, LAWRENCE, KANSAS: [186, 6, 356, 13]
author-caption: This talented southern author whose story, "The May Mystery," appears to-day's Kansan is well known: [194, 401, 263, 415]
serial-illustration: [279, 73, 431, 233]
film-title: "Strange Interlude": [461, 103, 575, 119]
college-line3: SHORTHAND: [462, 397, 502, 403]
column-rule: [270, 20, 271, 772]
cafeteria-line3: AT: [513, 291, 523, 300]
bulletin-subline: Vol. XXX Tuesday, Jan. 16, 1934 No. 81: [116, 29, 262, 36]
author-photo-box: [191, 308, 266, 418]
masthead-staff: ▬▬▬ ▬▬▬▬ ▬▬▬▬▬ ▬▬ ▬▬▬ ▬▬▬▬▬▬ ▬▬▬▬ ▬▬▬▬ ▬▬▬▬▬▬▬ ▬▬▬ ▬▬▬▬▬ ▬▬▬ ▬▬▬▬ ▬▬▬▬▬▬ ▬▬▬▬▬ ▬▬▬ ▬▬▬▬▬▬ ▬▬▬▬▬▬▬ ▬▬▬ ▬▬▬▬ ▬▬▬ ▬▬▬▬▬ ▬▬▬▬▬▬ ▬▬▬▬ ▬▬ ▬▬▬▬▬ ▬▬▬▬▬▬▬▬ ▬▬▬▬ ▬▬▬▬▬▬ ▬▬▬ ▬▬▬▬ ▬▬▬▬▬ ▬▬▬ ▬▬▬▬▬▬▬ ▬▬▬▬▬ ▬▬▬ ▬▬▬▬ ▬▬▬▬▬▬ ▬▬▬ ▬▬▬▬▬ ▬▬▬▬▬▬▬ ▬▬▬▬ ▬▬▬ ▬▬▬▬▬▬ ▬▬▬ ▬▬▬▬▬ ▬▬▬▬▬▬ ▬▬▬▬ ▬▬▬ ▬▬▬▬▬▬ ▬▬▬▬ ▬▬▬▬▬ ▬▬▬▬ ▬▬▬▬▬▬▬ ▬▬▬ ▬▬▬▬ ▬▬▬▬▬ ▬▬▬▬ ▬▬▬▬▬ ▬▬▬ ▬▬▬▬ ▬▬▬▬▬▬▬ ▬▬▬▬ ▬▬▬ ▬▬▬▬ ▬▬▬▬▬ ▬▬▬ ▬▬▬▬▬▬ ▬▬▬▬ ▬▬▬▬▬ ▬▬▬▬ ▬▬▬▬▬▬▬▬ ▬▬▬▬ ▬▬▬: [8, 42, 102, 121]
column-rule: [440, 20, 441, 772]
weavers-copy: Simple lines of a good silk crepe, a bit of good tailoring and a cute, crisp bow of organdie. That's the way to get a head start on the spring season!: [449, 568, 521, 609]
editorial-heading: A WORD TO—: [8, 459, 42, 466]
serial-title-block: [274, 20, 436, 242]
serial-column: [274, 20, 436, 772]
